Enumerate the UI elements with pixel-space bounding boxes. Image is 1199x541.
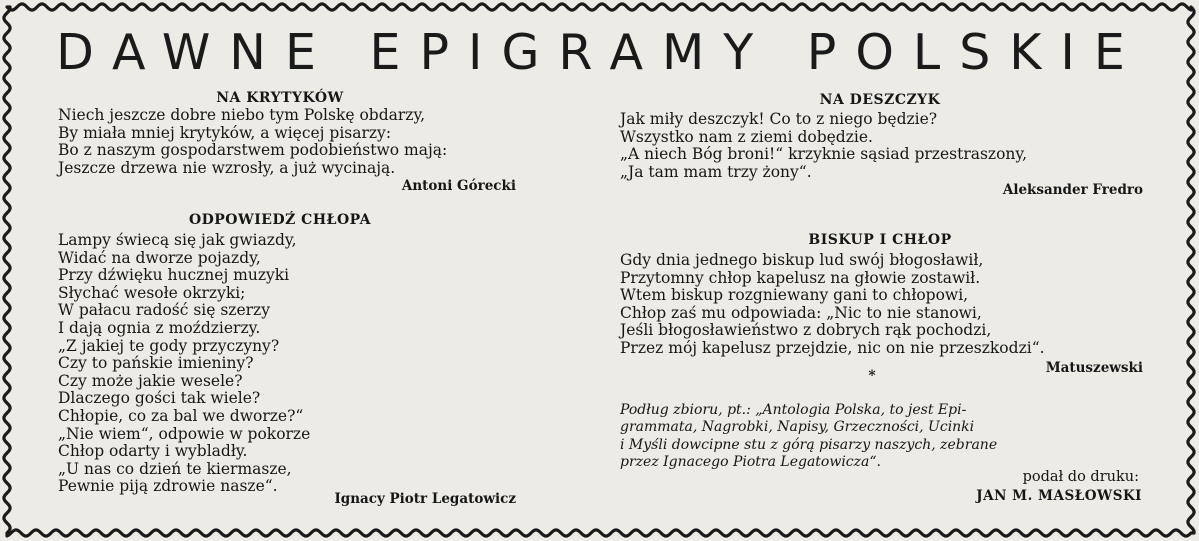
source-note — [620, 402, 1144, 471]
section-separator-star: * — [868, 368, 876, 384]
verse-line: Jak miły deszczyk! Co to z niego będzie? — [620, 110, 938, 128]
verse-line: I dają ognia z moździerzy. — [58, 318, 261, 337]
verse-line: Dlaczego gości tak wiele? — [58, 389, 261, 408]
page-title: DAWNE EPIGRAMY POLSKIE — [56, 24, 1144, 81]
verse-line: „Ja tam mam trzy żony“. — [620, 162, 812, 181]
poem-title-na-krytykow: NA KRYTYKÓW — [216, 90, 344, 106]
poem-title-na-deszczyk: NA DESZCZYK — [819, 92, 941, 108]
poem-odpowiedz-chlopa — [58, 232, 310, 496]
verse-line: Przy dźwięku hucznej muzyki — [58, 266, 290, 285]
editor-label: podał do druku: — [1022, 469, 1139, 485]
author-fredro: Aleksander Fredro — [1002, 182, 1143, 198]
verse-line: Niech jeszcze dobre niebo tym Polskę obdarzy, — [58, 106, 426, 124]
poem-biskup-i-chlop — [620, 252, 1045, 358]
verse-line: Gdy dnia jednego biskup lud swój błogosławił, — [620, 251, 984, 269]
verse-line: Chłop odarty i wybladły. — [58, 442, 248, 461]
verse-line: Bo z naszym gospodarstwem podobieństwo mają: — [58, 141, 448, 160]
note-line: Podług zbioru, pt.: „Antologia Polska, to jest Epi- — [620, 402, 967, 418]
verse-line: Pewnie piją zdrowie nasze“. — [58, 477, 278, 496]
author-gorecki: Antoni Górecki — [401, 178, 516, 194]
poem-title-biskup-i-chlop: BISKUP I CHŁOP — [808, 232, 952, 248]
verse-line: „Nie wiem“, odpowie w pokorze — [58, 424, 311, 443]
poem-title-odpowiedz-chlopa: ODPOWIEDŹ CHŁOPA — [188, 212, 372, 228]
verse-line: Wszystko nam z ziemi dobędzie. — [620, 127, 873, 146]
poem-na-deszczyk — [620, 111, 1027, 181]
verse-line: Przytomny chłop kapelusz na głowie zostawił. — [620, 268, 981, 287]
author-matuszewski: Matuszewski — [1045, 360, 1143, 376]
note-line: grammata, Nagrobki, Napisy, Grzeczności, Ucinki — [620, 419, 975, 436]
verse-line: Jeszcze drzewa nie wzrosły, a już wycinają. — [58, 158, 396, 177]
verse-line: Chłop zaś mu odpowiada: „Nic to nie stanowi, — [620, 303, 982, 322]
poem-na-krytykow — [58, 107, 447, 177]
verse-line: „Z jakiej te gody przyczyny? — [58, 336, 280, 355]
verse-line: Czy to pańskie imieniny? — [58, 354, 254, 373]
verse-line: „A niech Bóg broni!“ krzyknie sąsiad przestraszony, — [620, 145, 1028, 164]
author-legatowicz: Ignacy Piotr Legatowicz — [334, 491, 516, 507]
verse-line: Czy może jakie wesele? — [58, 371, 243, 390]
verse-line: „U nas co dzień te kiermasze, — [58, 459, 292, 478]
verse-line: Słychać wesołe okrzyki; — [58, 283, 246, 302]
verse-line: Chłopie, co za bal we dworze?“ — [58, 406, 304, 425]
note-line: i Myśli dowcipne stu z górą pisarzy naszych, zebrane — [620, 436, 998, 453]
verse-line: Przez mój kapelusz przejdzie, nic on nie przeszkodzi“. — [620, 338, 1045, 357]
verse-line: Lampy świecą się jak gwiazdy, — [58, 231, 297, 249]
verse-line: Jeśli błogosławieństwo z dobrych rąk pochodzi, — [620, 321, 992, 340]
note-line: przez Ignacego Piotra Legatowicza“. — [620, 453, 881, 470]
verse-line: By miała mniej krytyków, a więcej pisarzy: — [58, 123, 392, 142]
verse-line: W pałacu radość się szerzy — [58, 301, 270, 320]
verse-line: Widać na dworze pojazdy, — [58, 248, 261, 267]
editor-name: JAN M. MASŁOWSKI — [976, 488, 1142, 504]
verse-line: Wtem biskup rozgniewany gani to chłopowi, — [620, 286, 969, 305]
